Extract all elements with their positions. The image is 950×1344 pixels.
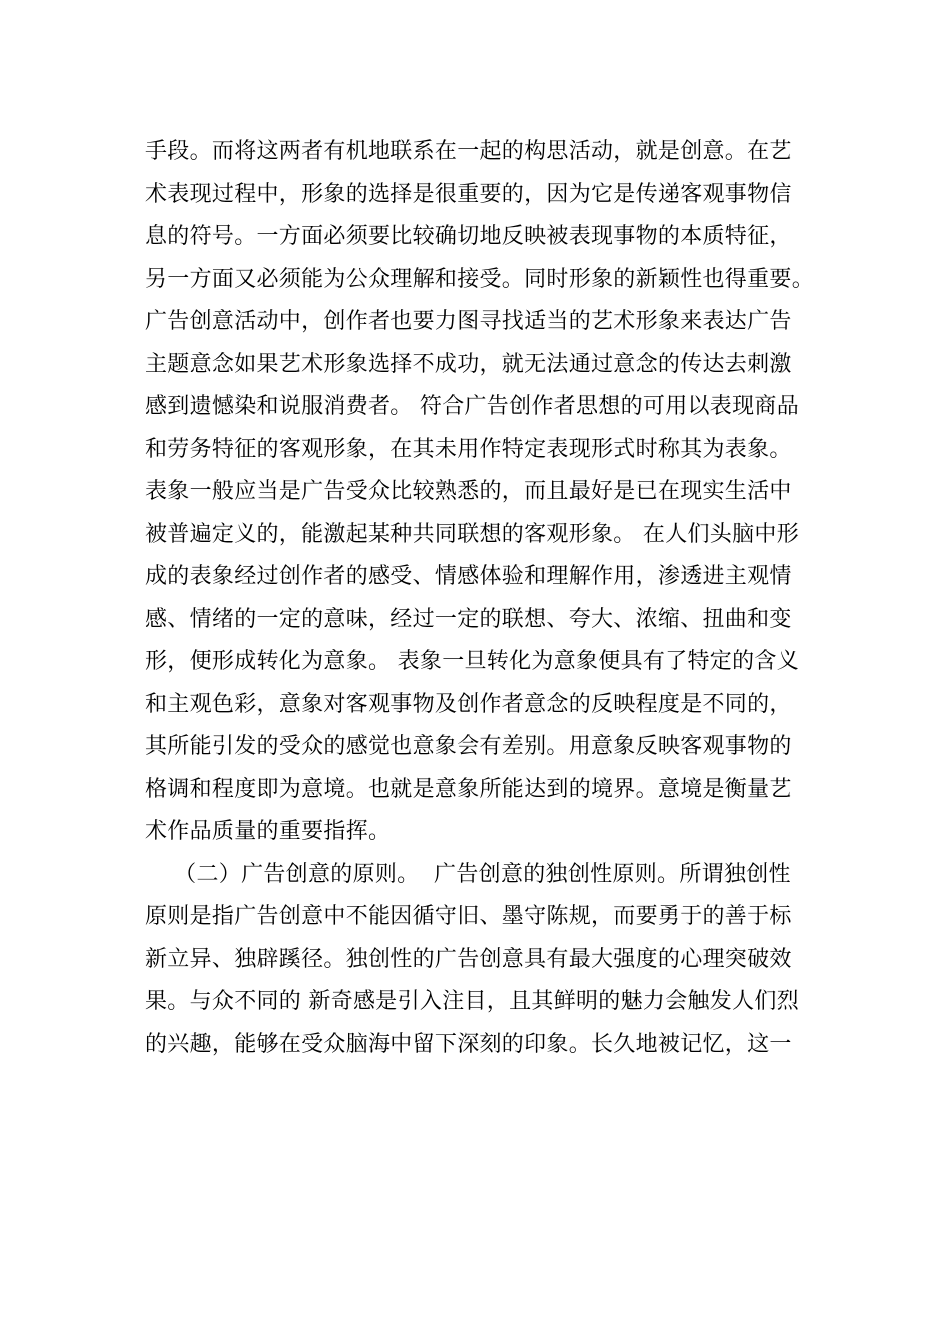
text-line: 成的表象经过创作者的感受、情感体验和理解作用，渗透进主观情 <box>145 564 792 589</box>
text-line: 另一方面又必须能为公众理解和接受。同时形象的新颖性也得重要。 <box>145 266 815 292</box>
text-line: 被普遍定义的，能激起某种共同联想的客观形象。 在人们头脑中形 <box>145 521 799 547</box>
text-line: 其所能引发的受众的感觉也意象会有差别。用意象反映客观事物的 <box>145 734 792 759</box>
text-line: 新立异、独辟蹊径。独创性的广告创意具有最大强度的心理突破效 <box>145 946 792 972</box>
text-line: 感、情绪的一定的意味，经过一定的联想、夸大、浓缩、扭曲和变 <box>145 606 792 632</box>
text-line: 息的符号。一方面必须要比较确切地反映被表现事物的本质特征， <box>145 224 792 249</box>
text-line: 原则是指广告创意中不能因循守旧、墨守陈规，而要勇于的善于标 <box>145 904 792 929</box>
text-line: 手段。而将这两者有机地联系在一起的构思活动，就是创意。在艺 <box>145 139 792 164</box>
text-line: 形，便形成转化为意象。 表象一旦转化为意象便具有了特定的含义 <box>145 649 799 674</box>
text-line: 的兴趣，能够在受众脑海中留下深刻的印象。长久地被记忆，这一 <box>145 1031 792 1057</box>
text-line: 主题意念如果艺术形象选择不成功，就无法通过意念的传达去刺激 <box>145 351 792 377</box>
text-line: 和劳务特征的客观形象，在其未用作特定表现形式时称其为表象。 <box>145 436 792 462</box>
text-line: 格调和程度即为意境。也就是意象所能达到的境界。意境是衡量艺 <box>145 776 792 802</box>
body-text <box>145 131 825 1066</box>
text-line: 表象一般应当是广告受众比较熟悉的，而且最好是已在现实生活中 <box>145 479 792 504</box>
text-line: （二）广告创意的原则。 广告创意的独创性原则。所谓独创性 <box>145 861 791 887</box>
text-line: 广告创意活动中，创作者也要力图寻找适当的艺术形象来表达广告 <box>145 309 792 334</box>
text-line: 术表现过程中，形象的选择是很重要的，因为它是传递客观事物信 <box>145 181 792 207</box>
text-line: 感到遗憾染和说服消费者。 符合广告创作者思想的可用以表现商品 <box>145 394 799 419</box>
text-line: 和主观色彩，意象对客观事物及创作者意念的反映程度是不同的， <box>145 691 792 717</box>
text-line: 术作品质量的重要指挥。 <box>145 819 391 844</box>
text-line: 果。与众不同的 新奇感是引入注目，且其鲜明的魅力会触发人们烈 <box>145 989 799 1014</box>
